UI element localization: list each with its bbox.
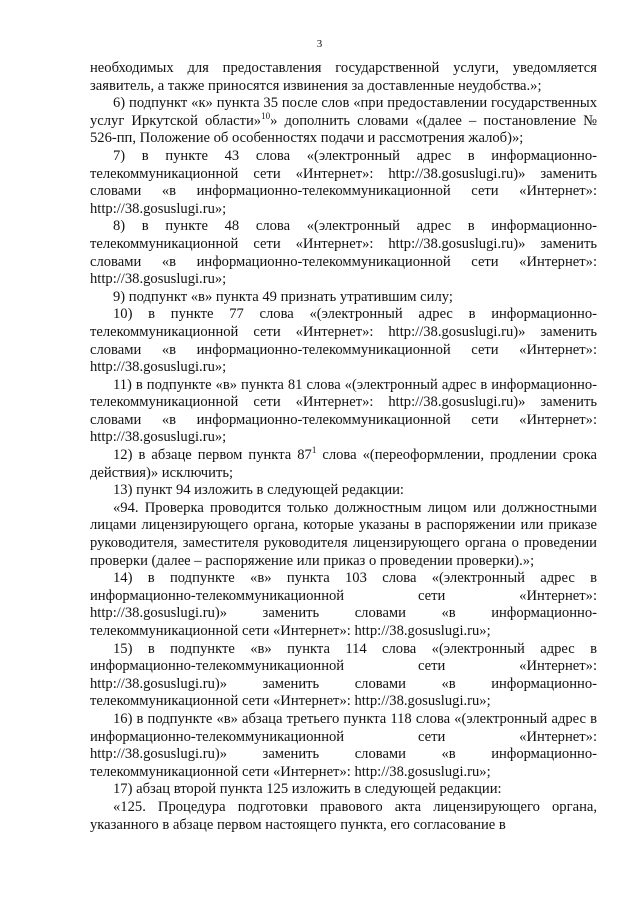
page-number: 3 [316, 38, 323, 50]
paragraph: 10) в пункте 77 слова «(электронный адрес в информационно-телекоммуникационной сети «Интернет»: http://38.gosuslugi.ru)» заменить словами «в информационно-телекоммуникационной сети «Интернет»: http://38.gosuslugi.ru»; [90, 306, 597, 376]
paragraph: 14) в подпункте «в» пункта 103 слова «(электронный адрес в информационно-телекоммуникационной сети «Интернет»: http://38.gosuslugi.ru)» заменить словами «в информационно-телекоммуникационной сети «Интернет»: http://38.gosuslugi.ru»; [90, 570, 597, 639]
paragraph: 13) пункт 94 изложить в следующей редакции: [113, 482, 404, 499]
paragraph [90, 447, 597, 482]
paragraph: 9) подпункт «в» пункта 49 признать утратившим силу; [113, 288, 453, 305]
paragraph: 16) в подпункте «в» абзаца третьего пункта 118 слова «(электронный адрес в информационно-телекоммуникационной сети «Интернет»: http://38.gosuslugi.ru)» заменить словами «в информационно-телекоммуникационной сети «Интернет»: http://38.gosuslugi.ru»; [90, 710, 597, 780]
paragraph: 8) в пункте 48 слова «(электронный адрес в информационно-телекоммуникационной сети «Интернет»: http://38.gosuslugi.ru)» заменить словами «в информационно-телекоммуникационной сети «Интернет»: http://38.gosuslugi.ru»; [90, 218, 597, 288]
paragraph-text: 6) подпункт «к» пункта 35 после слов «при предоставлении государственных услуг Иркутской области» [90, 95, 597, 129]
paragraph: «125. Процедура подготовки правового акта лицензирующего органа, указанного в абзаце первом настоящего пункта, его согласование в [90, 798, 597, 833]
paragraph: «94. Проверка проводится только должностным лицом или должностными лицами лицензирующего органа, которые указаны в распоряжении или приказе руководителя, заместителя руководителя лицензирующего органа о проведении проверки (далее – распоряжение или приказ о проведении проверки).»; [90, 499, 597, 569]
paragraph: 11) в подпункте «в» пункта 81 слова «(электронный адрес в информационно-телекоммуникационной сети «Интернет»: http://38.gosuslugi.ru)» заменить словами «в информационно-телекоммуникационной сети «Интернет»: http://38.gosuslugi.ru»; [90, 376, 597, 446]
paragraph: необходимых для предоставления государственной услуги, уведомляется заявитель, а также приносятся извинения за доставленные неудобства.»; [90, 60, 597, 94]
footnote-reference: 1 [311, 445, 317, 456]
paragraph: 17) абзац второй пункта 125 изложить в следующей редакции: [113, 781, 502, 798]
document-body [90, 60, 597, 834]
paragraph: 7) в пункте 43 слова «(электронный адрес в информационно-телекоммуникационной сети «Интернет»: http://38.gosuslugi.ru)» заменить словами «в информационно-телекоммуникационной сети «Интернет»: http://38.gosuslugi.ru»; [90, 147, 597, 217]
paragraph-text: 12) в абзаце первом пункта 87 [113, 447, 312, 464]
footnote-reference: 10 [261, 110, 271, 121]
paragraph-text: слова «(переоформлении, продлении срока действия)» исключить; [90, 447, 597, 481]
paragraph [90, 95, 597, 148]
paragraph-text: » дополнить словами «(далее – постановление № 526-пп, Положение об особенностях подачи и рассмотрения жалоб)»; [90, 112, 597, 147]
paragraph: 15) в подпункте «в» пункта 114 слова «(электронный адрес в информационно-телекоммуникационной сети «Интернет»: http://38.gosuslugi.ru)» заменить словами «в информационно-телекоммуникационной сети «Интернет»: http://38.gosuslugi.ru»; [90, 640, 597, 710]
